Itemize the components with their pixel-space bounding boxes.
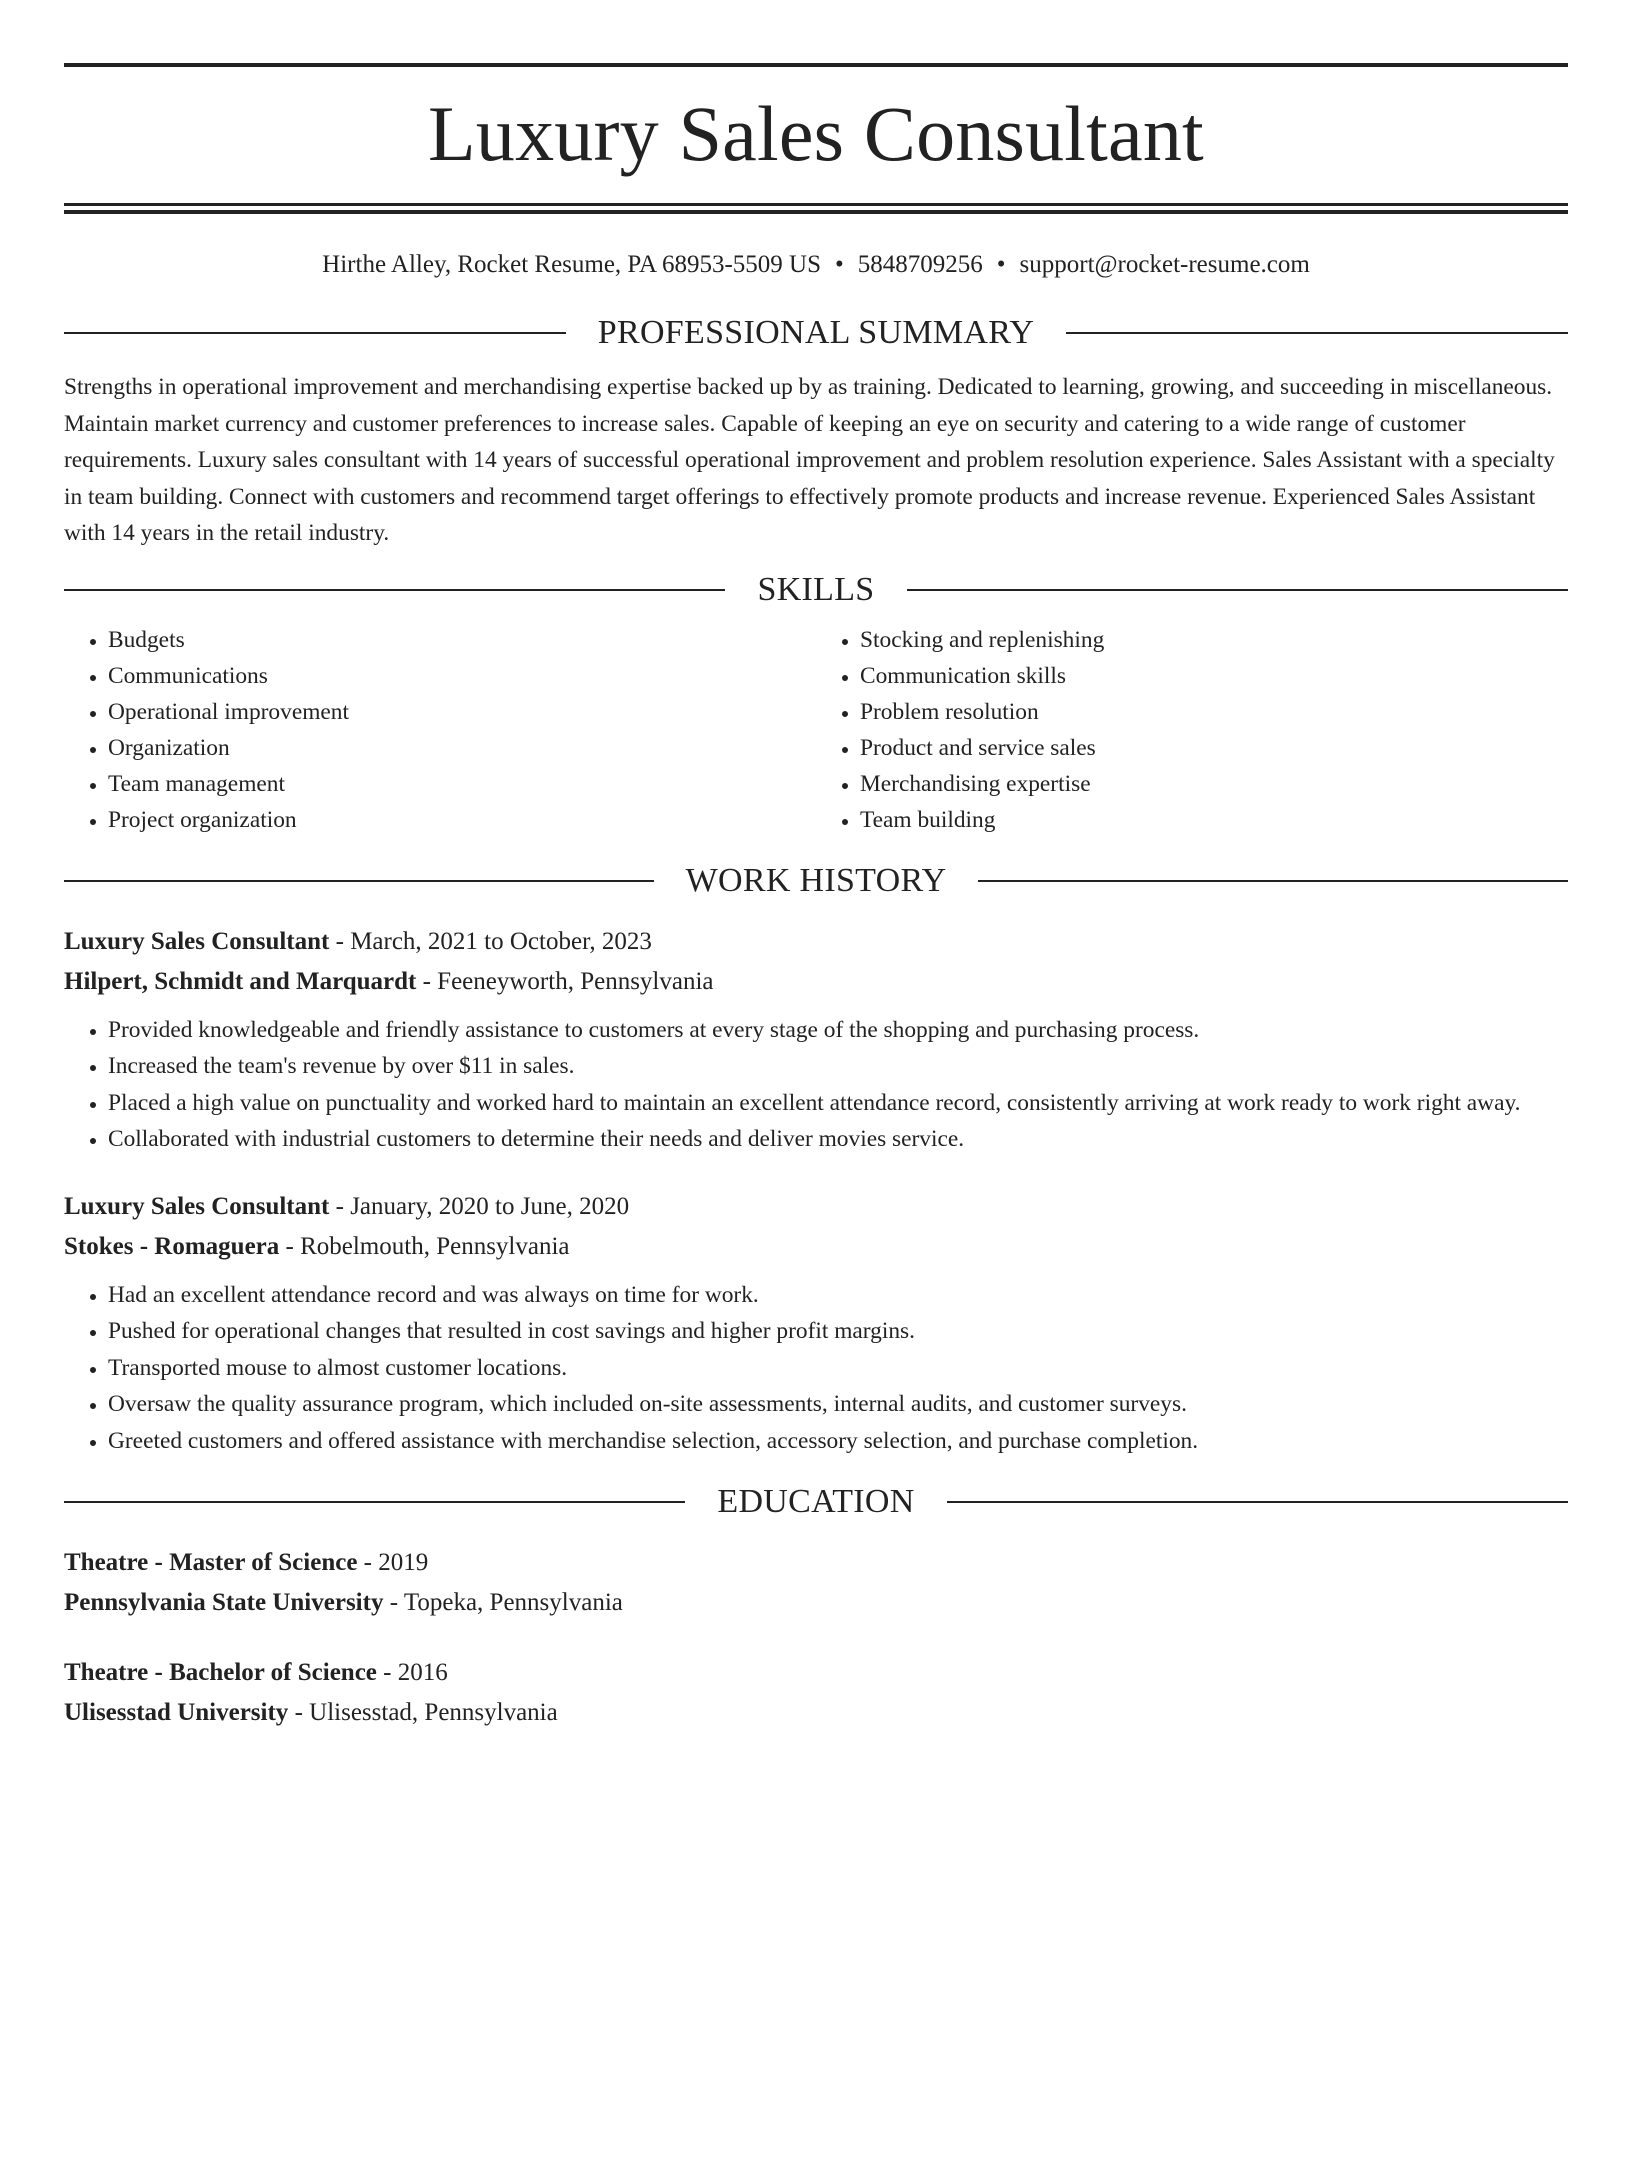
connector: - xyxy=(416,967,438,995)
section-heading-education xyxy=(64,1482,1568,1522)
job-dates: January, 2020 to June, 2020 xyxy=(350,1192,630,1220)
job-bullet: • Increased the team's revenue by over $11 in sales. xyxy=(108,1048,1568,1085)
job-company-line xyxy=(64,962,1568,1002)
heading-rule xyxy=(64,332,566,334)
contact-phone: 5848709256 xyxy=(857,251,983,278)
job-title-line xyxy=(64,1187,1568,1227)
skills-list-left xyxy=(64,622,816,838)
heading-rule xyxy=(64,589,725,591)
connector: - xyxy=(329,927,351,955)
heading-rule xyxy=(947,1501,1568,1503)
education-school-line xyxy=(64,1583,1568,1623)
heading-rule xyxy=(64,1501,685,1503)
skill-item: • Problem resolution xyxy=(860,694,1568,730)
job-dates: March, 2021 to October, 2023 xyxy=(350,927,652,955)
education-school: Pennsylvania State University xyxy=(64,1589,384,1616)
section-heading-summary xyxy=(64,313,1568,353)
job-bullets xyxy=(64,1012,1568,1158)
heading-rule xyxy=(907,589,1568,591)
education-degree-line xyxy=(64,1653,1568,1693)
contact-line xyxy=(64,248,1568,282)
skill-item: • Project organization xyxy=(108,802,816,838)
skills-columns xyxy=(64,622,1568,838)
heading-rule xyxy=(64,880,654,882)
education-year: 2016 xyxy=(397,1659,448,1686)
education-entry xyxy=(64,1653,1568,1733)
skill-item: • Product and service sales xyxy=(860,730,1568,766)
contact-address: Hirthe Alley, Rocket Resume, PA 68953-5509 US xyxy=(322,251,821,278)
heading-label: SKILLS xyxy=(757,570,875,608)
skill-item: • Stocking and replenishing xyxy=(860,622,1568,658)
skill-item: • Organization xyxy=(108,730,816,766)
education-entry xyxy=(64,1543,1568,1623)
job-bullet: • Greeted customers and offered assistance with merchandise selection, accessory selection, and purchase completion. xyxy=(108,1423,1568,1460)
education-location: Topeka, Pennsylvania xyxy=(403,1589,623,1616)
connector: - xyxy=(383,1589,404,1616)
skill-item: • Merchandising expertise xyxy=(860,766,1568,802)
education-degree: Theatre - Master of Science xyxy=(64,1549,358,1576)
summary-text: Strengths in operational improvement and merchandising expertise backed up by as training. Dedicated to learning, growing, and succeeding in miscellaneous. Maintain market currency and customer preferences to increase sales. Capable of keeping an eye on security and catering to a wide range of customer requirements. Luxury sales consultant with 14 years of successful operational improvement and problem resolution experience. Sales Assistant with a specialty in team building. Connect with customers and recommend target offerings to effectively promote products and increase revenue. Experienced Sales Assistant with 14 years in the retail industry. xyxy=(64,374,1555,546)
job-bullet: • Placed a high value on punctuality and worked hard to maintain an excellent attendance record, consistently arriving at work ready to work right away. xyxy=(108,1085,1568,1122)
education-school: Ulisesstad University xyxy=(64,1699,289,1726)
job-company-line xyxy=(64,1227,1568,1267)
job-entry xyxy=(64,1187,1568,1460)
connector: - xyxy=(288,1699,310,1726)
job-title: Luxury Sales Consultant xyxy=(64,1192,330,1220)
heading-label: WORK HISTORY xyxy=(685,861,947,899)
education-location: Ulisesstad, Pennsylvania xyxy=(309,1699,558,1726)
connector: - xyxy=(357,1549,379,1576)
contact-separator: • xyxy=(996,251,1006,278)
skill-item: • Communications xyxy=(108,658,816,694)
contact-email: support@rocket-resume.com xyxy=(1019,251,1310,278)
heading-rule xyxy=(978,880,1568,882)
section-heading-work xyxy=(64,861,1568,901)
resume-name: Luxury Sales Consultant xyxy=(428,90,1204,177)
heading-rule xyxy=(1066,332,1568,334)
job-company: Hilpert, Schmidt and Marquardt xyxy=(64,967,417,995)
skills-list-right xyxy=(816,622,1568,838)
job-location: Robelmouth, Pennsylvania xyxy=(300,1232,570,1260)
job-company: Stokes - Romaguera xyxy=(64,1232,280,1260)
section-heading-skills xyxy=(64,570,1568,610)
education-school-line xyxy=(64,1693,1568,1733)
job-bullet: • Had an excellent attendance record and was always on time for work. xyxy=(108,1277,1568,1314)
skill-item: • Budgets xyxy=(108,622,816,658)
connector: - xyxy=(376,1659,398,1686)
connector: - xyxy=(329,1192,351,1220)
education-degree: Theatre - Bachelor of Science xyxy=(64,1659,377,1686)
resume-page xyxy=(0,63,1632,2175)
job-location: Feeneyworth, Pennsylvania xyxy=(437,967,714,995)
job-bullet: • Oversaw the quality assurance program, which included on-site assessments, internal audits, and customer surveys. xyxy=(108,1386,1568,1423)
connector: - xyxy=(279,1232,301,1260)
job-bullet: • Pushed for operational changes that resulted in cost savings and higher profit margins. xyxy=(108,1313,1568,1350)
top-rule xyxy=(64,63,1568,67)
job-bullet: • Transported mouse to almost customer locations. xyxy=(108,1350,1568,1387)
skill-item: • Operational improvement xyxy=(108,694,816,730)
job-bullets xyxy=(64,1277,1568,1460)
education-degree-line xyxy=(64,1543,1568,1583)
job-bullet: • Collaborated with industrial customers to determine their needs and deliver movies service. xyxy=(108,1121,1568,1158)
job-entry xyxy=(64,922,1568,1158)
job-title: Luxury Sales Consultant xyxy=(64,927,330,955)
skill-item: • Communication skills xyxy=(860,658,1568,694)
skill-item: • Team building xyxy=(860,802,1568,838)
job-title-line xyxy=(64,922,1568,962)
contact-separator: • xyxy=(835,251,844,278)
header-double-rule xyxy=(64,203,1568,214)
job-bullet: • Provided knowledgeable and friendly assistance to customers at every stage of the shopping and purchasing process. xyxy=(108,1012,1568,1049)
heading-label: PROFESSIONAL SUMMARY xyxy=(597,314,1035,351)
skill-item: • Team management xyxy=(108,766,816,802)
education-year: 2019 xyxy=(378,1549,429,1576)
heading-label: EDUCATION xyxy=(717,1483,915,1520)
